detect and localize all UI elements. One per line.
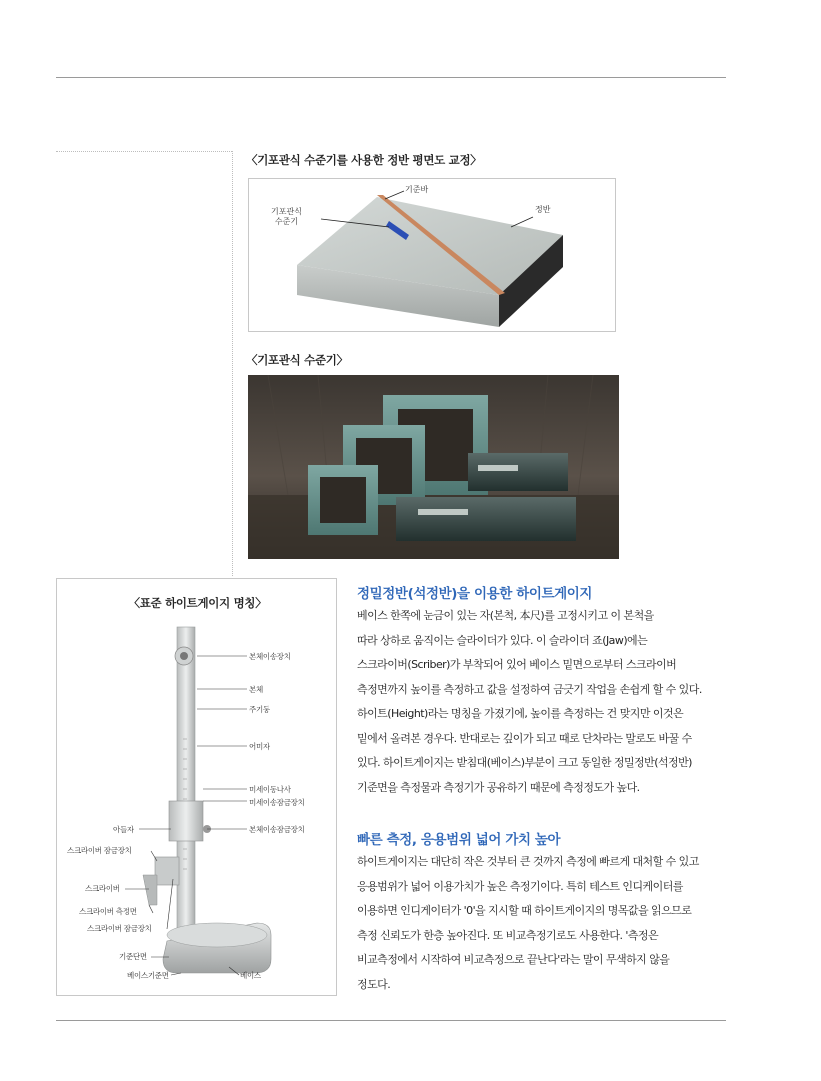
label-reference-face: 기준단면 (119, 952, 147, 961)
label-fine-adjust-screw: 미세이동나사 (249, 785, 291, 794)
label-body: 본체 (249, 685, 263, 694)
label-reference-bar: 기준바 (405, 185, 429, 194)
surface-plate-figure (248, 178, 616, 332)
label-main-scale: 어미자 (249, 742, 270, 751)
label-body-feed-device: 본체이송장치 (249, 652, 291, 661)
label-scriber-lock-upper: 스크라이버 잠금장치 (67, 846, 132, 855)
label-base: 베이스 (240, 971, 261, 980)
section1-heading: 정밀정반(석정반)을 이용한 하이트게이지 (357, 586, 593, 602)
section1-paragraph: 베이스 한쪽에 눈금이 있는 자(본척, 本尺)를 고정시키고 이 본척을 따라 상하로 움직이는 슬라이더가 있다. 이 슬라이더 죠(Jaw)에는 스크라이버(Scriber)가 부착되어 있어 베이스 밑면으로부터 스크라이버 측정면까지 높이를 측정하고 값을 설정하여 금긋기 작업을 손쉽게 할 수 있다. 하이트(Height)라는 명칭을 가졌기에, 높이를 측정하는 건 맞지만 이것은 밑에서 올려본 경우다. 반대로는 깊이가 되고 때로 단차라는 말로도 바꿀 수 있다. 하이트게이지는 받침대(베이스)부분이 크고 동일한 정밀정반(석정반) 기준면을 측정물과 측정기가 공유하기 때문에 측정정도가 높다. (357, 609, 702, 794)
section2-paragraph: 하이트게이지는 대단히 작은 것부터 큰 것까지 측정에 빠르게 대처할 수 있고 응용범위가 넓어 이용가치가 높은 측정기이다. 특히 테스트 인디케이터를 이용하면 인디게이터가 '0'을 지시할 때 하이트게이지의 명목값을 읽으므로 측정 신뢰도가 한층 높아진다. 또 비교측정기로도 사용한다. '측정은 비교측정에서 시작하여 비교측정으로 끝난다'라는 말이 무색하지 않을 정도다. (357, 855, 699, 991)
label-scriber-lock-lower: 스크라이버 잠금장치 (87, 924, 152, 933)
height-gauge-illustration (57, 579, 338, 997)
dotted-divider-horizontal (56, 151, 232, 152)
label-main-column: 주기둥 (249, 705, 270, 714)
top-rule (56, 77, 726, 78)
bubble-level-photo (248, 375, 619, 559)
label-surface-plate: 정반 (535, 205, 551, 214)
label-body-feed-lock: 본체이송잠금장치 (249, 825, 305, 834)
height-gauge-title: 〈표준 하이트게이지 명칭〉 (128, 596, 267, 610)
label-scriber-face: 스크라이버 측정면 (79, 907, 137, 916)
label-bubble-level: 기포관식 수준기 (271, 207, 302, 226)
label-fine-feed-lock: 미세이송잠금장치 (249, 798, 305, 807)
bottom-rule (56, 1020, 726, 1021)
height-gauge-figure (56, 578, 337, 996)
figure1-caption: 〈기포관식 수준기를 사용한 정반 평면도 교정〉 (246, 153, 482, 167)
label-vernier: 아들자 (113, 825, 134, 834)
label-base-reference-face: 베이스기준면 (127, 971, 169, 980)
figure2-caption: 〈기포관식 수준기〉 (246, 353, 348, 367)
section2-heading: 빠른 측정, 응용범위 넓어 가치 높아 (357, 832, 561, 848)
dotted-divider-vertical (232, 151, 233, 576)
label-scriber: 스크라이버 (85, 884, 120, 893)
surface-plate-illustration (249, 179, 617, 333)
